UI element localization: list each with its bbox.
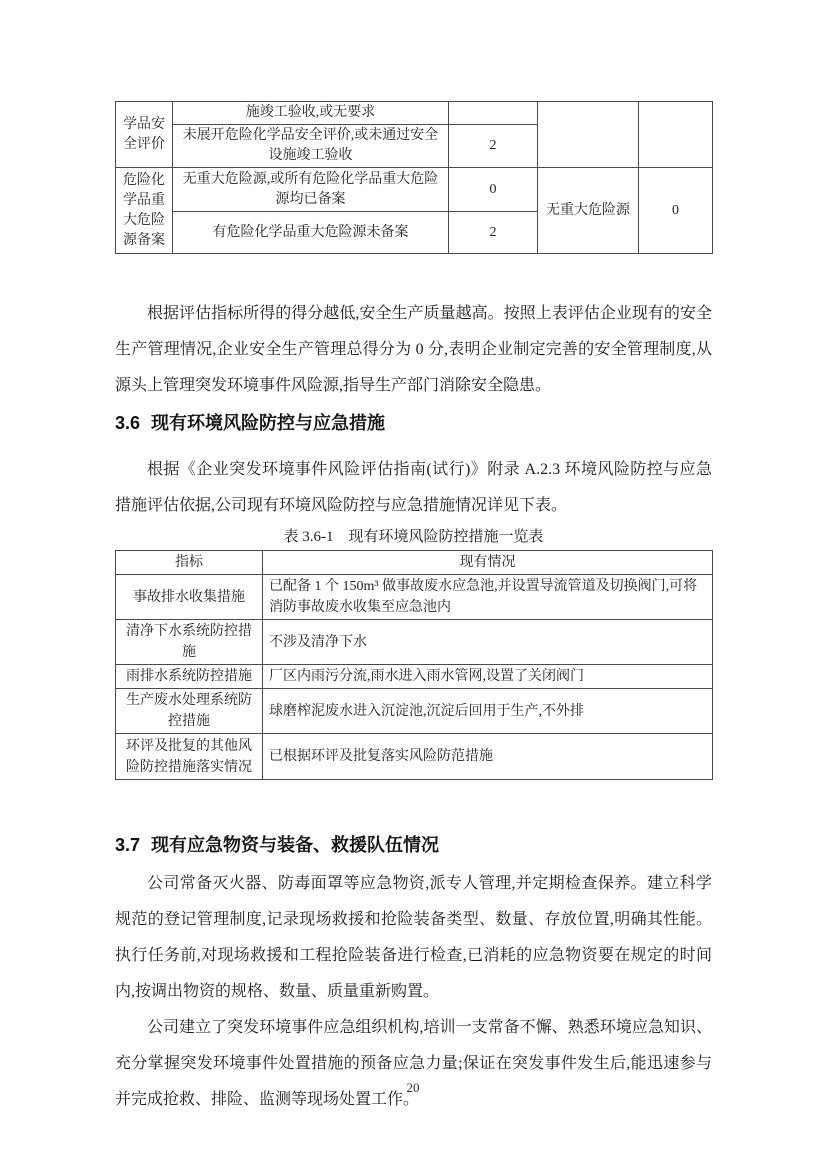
score-summary-paragraph: 根据评估指标所得的得分越低,安全生产质量越高。按照上表评估企业现有的安全生产管理情况,企业安全生产管理总得分为 0 分,表明企业制定完善的安全管理制度,从源头上管理突发环境事件风险源,指导生产部门消除安全隐患。 (115, 305, 712, 394)
section-3-7-paragraph-2: 公司建立了突发环境事件应急组织机构,培训一支常备不懈、熟悉环境应急知识、充分掌握突发环境事件处置措施的预备应急力量;保证在突发事件发生后,能迅速参与并完成抢救、排险、监测等现场处置工作。 (115, 1019, 712, 1108)
cell-total-score (639, 102, 713, 168)
cell-indicator: 环评及批复的其他风险防控措施落实情况 (116, 734, 263, 780)
header-indicator: 指标 (116, 551, 263, 575)
header-current-status: 现有情况 (263, 551, 713, 575)
table-row (116, 575, 713, 620)
section-3-7-heading (115, 830, 712, 860)
table-row (116, 734, 713, 780)
cell-indicator: 生产废水处理系统防控措施 (116, 689, 263, 734)
table-row (116, 168, 713, 212)
safety-evaluation-score-table (115, 101, 713, 254)
section-3-6-heading (115, 408, 712, 438)
cell-current-status: 已配备 1 个 150m³ 做事故废水应急池,并设置导流管道及切换阀门,可将消防事故废水收集至应急池内 (263, 575, 713, 620)
cell-description: 未展开危险化学品安全评价,或未通过安全设施竣工验收 (173, 125, 449, 168)
page-content (115, 0, 712, 1118)
section-title: 现有环境风险防控与应急措施 (151, 413, 386, 433)
table-row (116, 620, 713, 665)
cell-indicator: 事故排水收集措施 (116, 575, 263, 620)
cell-status: 无重大危险源 (538, 168, 639, 254)
cell-current-status: 厂区内雨污分流,雨水进入雨水管网,设置了关闭阀门 (263, 665, 713, 689)
section-number: 3.6 (115, 413, 141, 433)
cell-score: 2 (449, 125, 538, 168)
section-title: 现有应急物资与装备、救援队伍情况 (151, 835, 440, 855)
cell-current-status: 球磨榨泥废水进入沉淀池,沉淀后回用于生产,不外排 (263, 689, 713, 734)
cell-category: 学品安全评价 (116, 102, 173, 168)
cell-status (538, 102, 639, 168)
cell-current-status: 已根据环评及批复落实风险防范措施 (263, 734, 713, 780)
table-row (116, 102, 713, 125)
cell-indicator: 雨排水系统防控措施 (116, 665, 263, 689)
risk-prevention-measures-table (115, 550, 713, 780)
cell-category: 危险化学品重大危险源备案 (116, 168, 173, 254)
section-number: 3.7 (115, 835, 141, 855)
table-row (116, 689, 713, 734)
page-number: 20 (406, 1080, 420, 1095)
section-3-6-intro-paragraph: 根据《企业突发环境事件风险评估指南(试行)》附录 A.2.3 环境风险防控与应急措施评估依据,公司现有环境风险防控与应急措施情况详见下表。 (115, 461, 712, 514)
cell-description: 施竣工验收,或无要求 (173, 102, 449, 125)
table-row (116, 665, 713, 689)
table-3-6-1-caption: 表 3.6-1 现有环境风险防控措施一览表 (283, 529, 544, 545)
cell-description: 无重大危险源,或所有危险化学品重大危险源均已备案 (173, 168, 449, 212)
cell-score (449, 102, 538, 125)
cell-indicator: 清净下水系统防控措施 (116, 620, 263, 665)
cell-current-status: 不涉及清净下水 (263, 620, 713, 665)
table-header-row (116, 551, 713, 575)
cell-description: 有危险化学品重大危险源未备案 (173, 212, 449, 254)
cell-score: 2 (449, 212, 538, 254)
section-3-7-paragraph-1: 公司常备灭火器、防毒面罩等应急物资,派专人管理,并定期检查保养。建立科学规范的登记管理制度,记录现场救援和抢险装备类型、数量、存放位置,明确其性能。执行任务前,对现场救援和工程抢险装备进行检查,已消耗的应急物资要在规定的时间内,按调出物资的规格、数量、质量重新购置。 (115, 875, 712, 1000)
cell-score: 0 (449, 168, 538, 212)
cell-total-score: 0 (639, 168, 713, 254)
